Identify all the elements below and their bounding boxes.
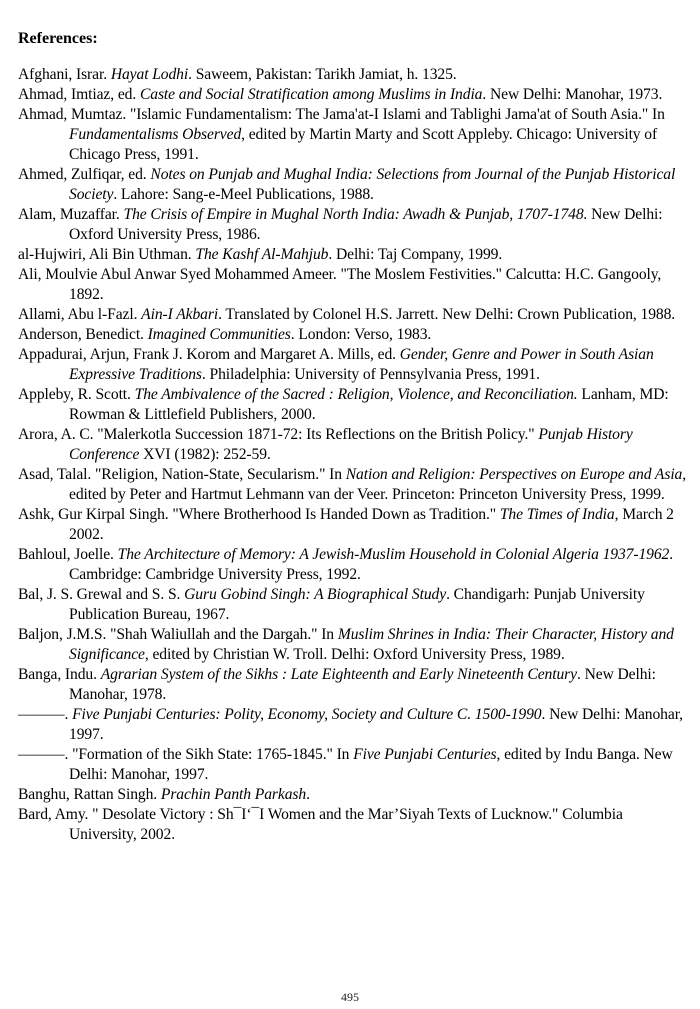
- reference-text: Banga, Indu.: [18, 666, 101, 683]
- reference-text: Bal, J. S. Grewal and S. S.: [18, 586, 185, 603]
- reference-text: . Delhi: Taj Company, 1999.: [328, 246, 503, 263]
- reference-text: Ahmed, Zulfiqar, ed.: [18, 166, 151, 183]
- reference-entry: [18, 85, 690, 105]
- reference-text: Banghu, Rattan Singh.: [18, 786, 161, 803]
- reference-text: Arora, A. C. "Malerkotla Succession 1871-72: Its Reflections on the British Policy.": [18, 426, 539, 443]
- reference-entry: [18, 665, 690, 705]
- reference-text: , edited by Peter and Hartmut Lehmann van der Veer. Princeton: Princeton University Press, 1999.: [69, 466, 687, 503]
- reference-entry: [18, 705, 690, 745]
- reference-text: New Delhi: Oxford University Press, 1986.: [69, 206, 663, 243]
- reference-title: The Crisis of Empire in Mughal North India: Awadh & Punjab, 1707-1748.: [123, 206, 588, 223]
- reference-text: , edited by Martin Marty and Scott Appleby. Chicago: University of Chicago Press, 1991.: [69, 126, 658, 163]
- reference-entry: [18, 585, 690, 625]
- reference-title: The Times of India: [499, 506, 615, 523]
- reference-text: . New Delhi: Manohar, 1997.: [69, 706, 683, 743]
- reference-title: The Ambivalence of the Sacred : Religion, Violence, and Reconciliation.: [134, 386, 578, 403]
- reference-text: Lanham, MD: Rowman & Littlefield Publishers, 2000.: [69, 386, 669, 423]
- reference-text: Ashk, Gur Kirpal Singh. "Where Brotherhood Is Handed Down as Tradition.": [18, 506, 500, 523]
- reference-title: Agrarian System of the Sikhs : Late Eighteenth and Early Nineteenth Century: [100, 666, 577, 683]
- reference-text: Allami, Abu l-Fazl.: [18, 306, 142, 323]
- reference-text: ———. "Formation of the Sikh State: 1765-1845." In: [18, 746, 354, 763]
- reference-text: Appleby, R. Scott.: [18, 386, 135, 403]
- reference-text: Bard, Amy. " Desolate Victory : Sh¯I‘¯I Women and the Mar’Siyah Texts of Lucknow." Columbia University, 2002.: [18, 806, 623, 843]
- reference-title: The Architecture of Memory: A Jewish-Muslim Household in Colonial Algeria 1937-1962: [117, 546, 670, 563]
- reference-text: Ahmad, Mumtaz. "Islamic Fundamentalism: The Jama'at-I Islami and Tablighi Jama'at of South Asia." In: [18, 106, 665, 123]
- reference-entry: [18, 305, 690, 325]
- reference-title: Punjab History Conference: [69, 426, 633, 463]
- reference-title: Ain-I Akbari: [141, 306, 219, 323]
- reference-text: Ali, Moulvie Abul Anwar Syed Mohammed Ameer. "The Moslem Festivities." Calcutta: H.C. Gangooly, 1892.: [18, 266, 662, 303]
- reference-text: .: [306, 786, 310, 803]
- reference-entry: [18, 465, 690, 505]
- reference-entry: [18, 805, 690, 845]
- reference-entry: [18, 325, 690, 345]
- reference-entry: [18, 345, 690, 385]
- reference-text: , edited by Indu Banga. New Delhi: Manohar, 1997.: [69, 746, 673, 783]
- reference-entry: [18, 385, 690, 425]
- reference-title: Prachin Panth Parkash: [160, 786, 307, 803]
- reference-text: Bahloul, Joelle.: [18, 546, 118, 563]
- reference-title: Five Punjabi Centuries: [353, 746, 497, 763]
- reference-title: Imagined Communities: [147, 326, 291, 343]
- reference-text: Baljon, J.M.S. "Shah Waliullah and the Dargah." In: [18, 626, 338, 643]
- reference-entry: [18, 625, 690, 665]
- reference-text: . Philadelphia: University of Pennsylvania Press, 1991.: [201, 366, 540, 383]
- reference-text: . Cambridge: Cambridge University Press, 1992.: [69, 546, 674, 583]
- reference-text: , March 2 2002.: [69, 506, 674, 543]
- reference-entry: [18, 265, 690, 305]
- reference-text: Ahmad, Imtiaz, ed.: [18, 86, 140, 103]
- reference-title: Guru Gobind Singh: A Biographical Study: [184, 586, 447, 603]
- reference-text: Afghani, Israr.: [18, 66, 111, 83]
- reference-title: Five Punjabi Centuries: Polity, Economy, Society and Culture C. 1500-1990: [72, 706, 542, 723]
- reference-title: Nation and Religion: Perspectives on Europe and Asia: [345, 466, 683, 483]
- reference-text: . London: Verso, 1983.: [290, 326, 432, 343]
- reference-entry: [18, 745, 690, 785]
- reference-text: . New Delhi: Manohar, 1973.: [482, 86, 663, 103]
- reference-text: Alam, Muzaffar.: [18, 206, 124, 223]
- reference-text: . Chandigarh: Punjab University Publication Bureau, 1967.: [69, 586, 645, 623]
- reference-title: The Kashf Al-Mahjub: [195, 246, 329, 263]
- reference-title: Caste and Social Stratification among Muslims in India: [139, 86, 483, 103]
- reference-text: . Translated by Colonel H.S. Jarrett. New Delhi: Crown Publication, 1988.: [218, 306, 676, 323]
- references-heading: References:: [18, 30, 98, 47]
- reference-text: . Lahore: Sang-e-Meel Publications, 1988.: [113, 186, 374, 203]
- reference-entry: [18, 425, 690, 465]
- reference-entry: [18, 105, 690, 165]
- reference-title: Notes on Punjab and Mughal India: Selections from Journal of the Punjab Historical Society: [69, 166, 676, 203]
- reference-entry: [18, 205, 690, 245]
- reference-entry: [18, 505, 690, 545]
- reference-title: Hayat Lodhi: [110, 66, 189, 83]
- reference-title: Gender, Genre and Power in South Asian Expressive Traditions: [69, 346, 654, 383]
- reference-entry: [18, 165, 690, 205]
- reference-entry: [18, 785, 690, 805]
- reference-text: . Saweem, Pakistan: Tarikh Jamiat, h. 1325.: [188, 66, 457, 83]
- page-number: 495: [341, 990, 359, 1004]
- reference-entry: [18, 245, 690, 265]
- reference-entry: [18, 65, 690, 85]
- reference-text: Appadurai, Arjun, Frank J. Korom and Margaret A. Mills, ed.: [18, 346, 400, 363]
- reference-text: XVI (1982): 252-59.: [139, 446, 271, 463]
- reference-text: ———.: [18, 706, 73, 723]
- reference-title: Fundamentalisms Observed: [69, 126, 242, 143]
- reference-text: , edited by Christian W. Troll. Delhi: Oxford University Press, 1989.: [144, 646, 565, 663]
- reference-text: al-Hujwiri, Ali Bin Uthman.: [18, 246, 196, 263]
- reference-title: Muslim Shrines in India: Their Character, History and Significance: [69, 626, 674, 663]
- reference-text: . New Delhi: Manohar, 1978.: [69, 666, 656, 703]
- reference-text: Anderson, Benedict.: [18, 326, 148, 343]
- reference-text: Asad, Talal. "Religion, Nation-State, Secularism." In: [18, 466, 346, 483]
- reference-entry: [18, 545, 690, 585]
- reference-list: [18, 65, 690, 845]
